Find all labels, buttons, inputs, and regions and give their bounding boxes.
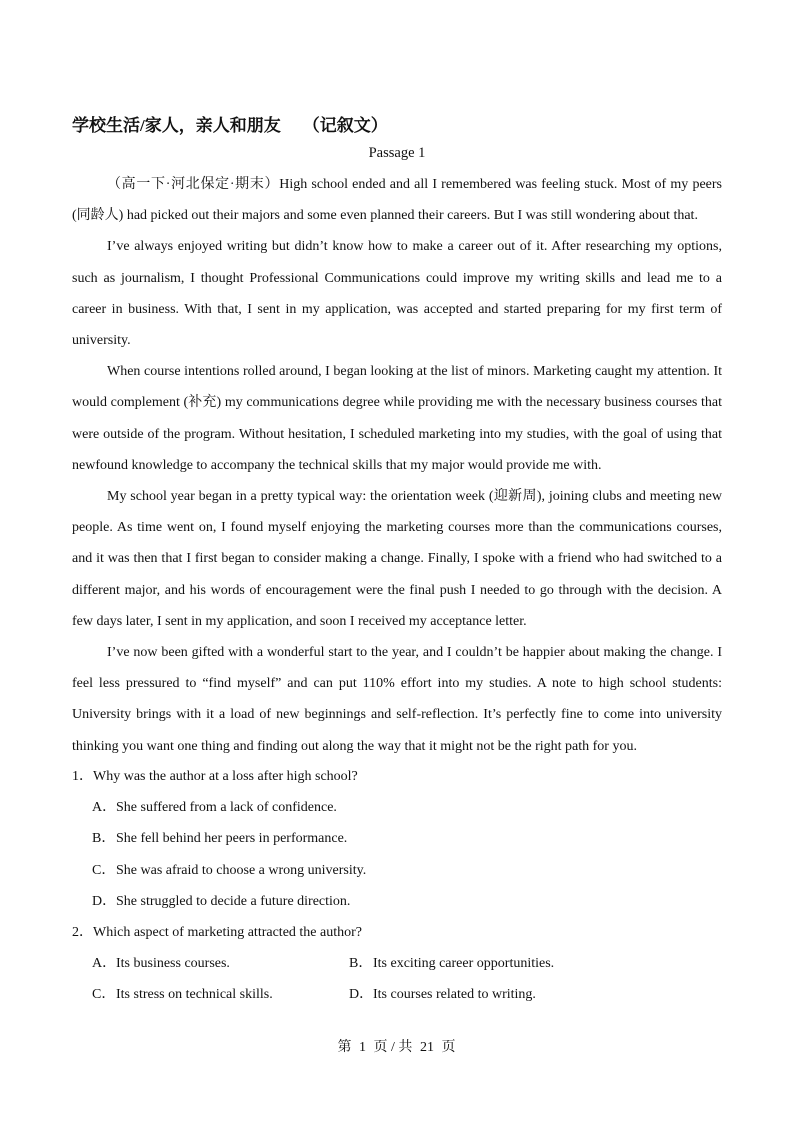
option-a	[72, 792, 722, 823]
option-text: She fell behind her peers in performance.	[116, 831, 348, 847]
option-row	[72, 948, 722, 979]
option-letter: C．	[92, 862, 116, 878]
option-b	[349, 948, 606, 979]
passage-paragraph: When course intentions rolled around, I began looking at the list of minors. Marketing caught my attention. It would complement (补充) my communications degree while providing me with the necessary business courses that were outside of the program. Without hesitation, I scheduled marketing into my studies, with the goal of using that newfound knowledge to accompany the technical skills that my major would provide me with.	[72, 364, 722, 473]
question-text: Why was the author at a loss after high school?	[93, 769, 358, 784]
option-c	[92, 979, 349, 1010]
page-footer	[0, 1038, 793, 1058]
genre-label: （记叙文）	[302, 116, 388, 135]
option-d	[72, 886, 722, 917]
option-c	[72, 855, 722, 886]
option-letter: A．	[92, 956, 117, 972]
option-text: She struggled to decide a future direction.	[116, 893, 351, 909]
passage-paragraph: （高一下·河北保定·期末）High school ended and all I remembered was feeling stuck. Most of my peers (同龄人) had picked out their majors and some even planned their careers. But I was still wondering about that.	[72, 177, 722, 224]
option-text: Its stress on technical skills.	[116, 987, 273, 1003]
option-letter: B．	[92, 831, 116, 847]
option-d	[349, 979, 606, 1010]
question-2	[72, 917, 722, 1011]
passage-paragraph: I’ve now been gifted with a wonderful start to the year, and I couldn’t be happier about making the change. I feel less pressured to “find myself” and can put 110% effort into my studies. A note to high school students: University brings with it a load of new beginnings and self-reflection. It’s perfectly fine to come into university thinking you want one thing and finding out along the way that it might not be the right path for you.	[72, 645, 722, 754]
option-letter: D．	[92, 893, 117, 909]
passage-paragraph: I’ve always enjoyed writing but didn’t know how to make a career out of it. After researching my options, such as journalism, I thought Professional Communications could improve my writing skills and lead me to a career in business. With that, I sent in my application, was accepted and started preparing for my first term of university.	[72, 239, 722, 349]
question-stem	[72, 761, 722, 792]
question-list	[72, 761, 722, 1011]
option-a	[92, 948, 349, 979]
question-text: Which aspect of marketing attracted the author?	[93, 925, 362, 941]
passage-paragraph: My school year began in a pretty typical way: the orientation week (迎新周), joining clubs and meeting new people. As time went on, I found myself enjoying the marketing courses more than the communications courses, and it was then that I first began to consider making a change. Finally, I spoke with a friend who had switched to a different major, and his words of encouragement were the final push I needed to go through with the decision. A few days later, I sent in my application, and soon I received my acceptance letter.	[72, 489, 722, 629]
passage-title: Passage 1	[368, 145, 426, 161]
option-text: Its courses related to writing.	[373, 987, 536, 1003]
option-letter: A．	[92, 800, 117, 816]
option-letter: B．	[349, 956, 373, 972]
option-letter: C．	[92, 987, 116, 1003]
option-b	[72, 823, 722, 854]
footer-total-pages: 21	[419, 1040, 434, 1055]
footer-middle: 页 / 共	[373, 1040, 413, 1055]
section-title-text: 学校生活/家人，亲人和朋友	[72, 116, 281, 135]
question-stem	[72, 917, 722, 948]
option-row	[72, 979, 722, 1010]
question-1	[72, 761, 722, 917]
footer-prefix: 第	[337, 1040, 352, 1055]
option-text: Its business courses.	[116, 956, 230, 972]
question-number: 2．	[72, 925, 93, 941]
option-text: She was afraid to choose a wrong university.	[116, 862, 367, 878]
passage-body	[72, 169, 722, 762]
option-text: Its exciting career opportunities.	[373, 956, 555, 972]
option-letter: D．	[349, 987, 374, 1003]
option-text: She suffered from a lack of confidence.	[116, 800, 337, 816]
section-title	[72, 114, 388, 138]
question-number: 1．	[72, 769, 93, 784]
footer-page-number: 1	[359, 1040, 367, 1055]
footer-suffix: 页	[441, 1040, 456, 1055]
